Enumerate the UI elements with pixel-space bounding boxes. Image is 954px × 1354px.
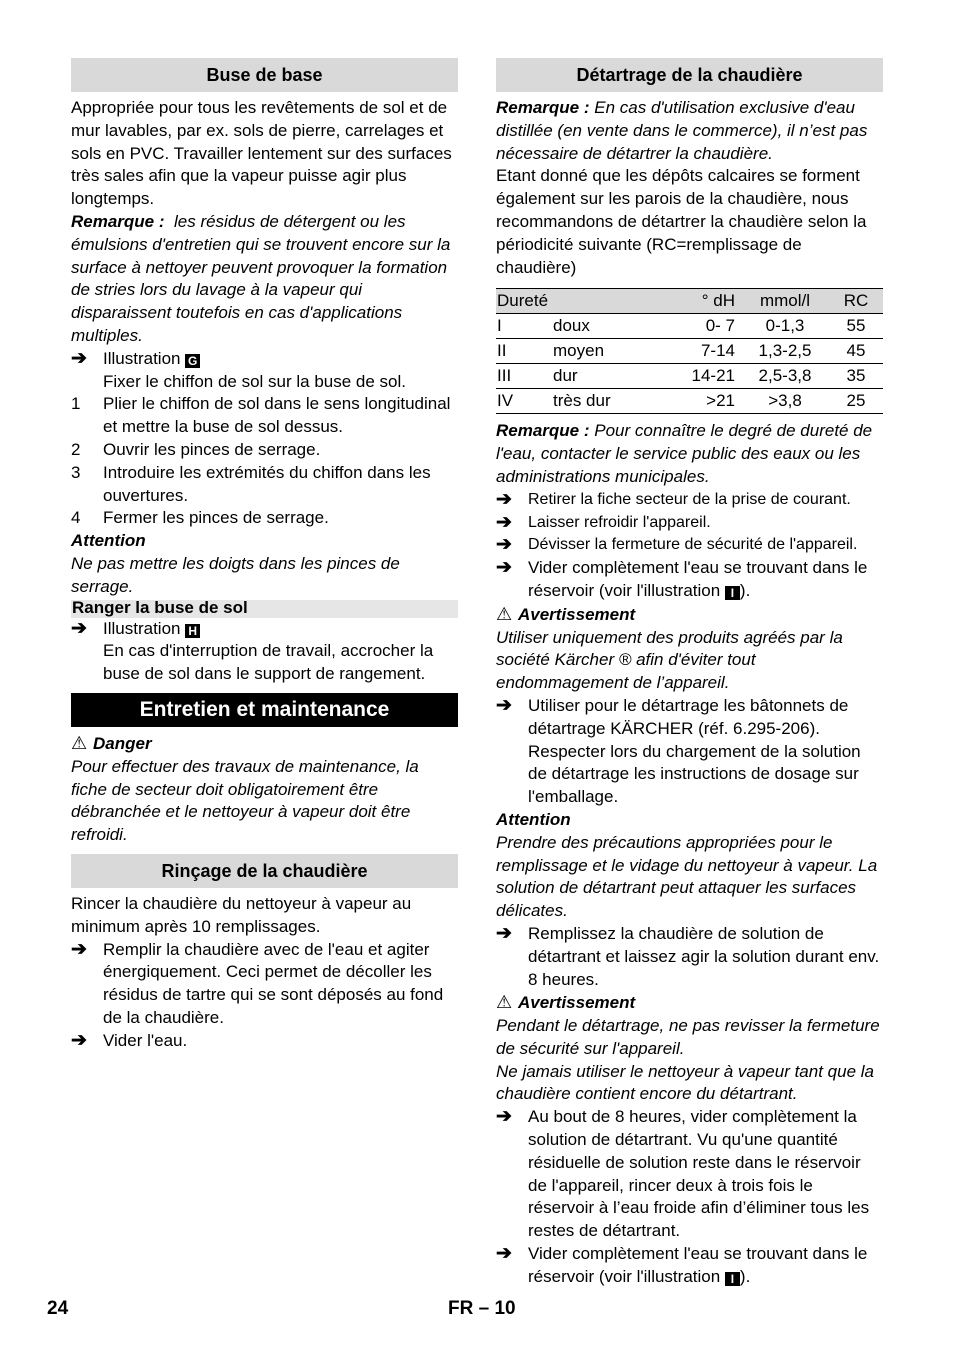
bullet-item — [496, 923, 883, 991]
bullet-item — [71, 939, 458, 1030]
bullet-text: Remplissez la chaudière de solution de détartrant et laissez agir la solution durant env. 8 heures. — [528, 923, 880, 989]
attention-label: Attention — [496, 809, 571, 829]
column-header-dh: ° dH — [663, 289, 741, 314]
danger-heading — [71, 732, 458, 756]
column-header-rc: RC — [829, 289, 883, 314]
arrow-right-icon: ➔ — [496, 488, 512, 510]
illustration-g-row — [71, 348, 458, 394]
attention-text: Ne pas mettre les doigts dans les pinces de serrage. — [71, 553, 400, 596]
table-cell: 14-21 — [663, 364, 741, 389]
right-column — [496, 58, 883, 1289]
table-cell: >3,8 — [741, 389, 829, 414]
arrow-right-icon: ➔ — [496, 534, 512, 556]
bullet-item — [496, 1243, 883, 1289]
ranger-text: En cas d'interruption de travail, accrocher la buse de sol dans le support de rangement. — [103, 641, 434, 684]
bullet-text: Retirer la fiche secteur de la prise de courant. — [528, 490, 851, 508]
step-number: 2 — [71, 439, 81, 459]
arrow-right-icon: ➔ — [71, 938, 87, 960]
illustration-h-icon: H — [185, 624, 200, 638]
danger-label: Danger — [93, 733, 152, 753]
arrow-right-icon: ➔ — [496, 694, 512, 716]
danger-text: Pour effectuer des travaux de maintenance, la fiche de secteur doit obligatoirement être débranchée et le nettoyeur à vapeur doit être refroidi. — [71, 756, 419, 845]
heading-rincage: Rinçage de la chaudière — [71, 854, 458, 888]
remark-distillee — [496, 97, 883, 165]
illustration-label: Illustration — [103, 618, 181, 638]
heading-entretien: Entretien et maintenance — [71, 693, 458, 727]
table-header-row — [496, 289, 883, 314]
table-cell: 55 — [829, 314, 883, 339]
bullet-text: Au bout de 8 heures, vider complètement la solution de détartrant. Vu qu'une quantité résiduelle de solution reste dans le réservoir de l'appareil, rincer deux à trois fois le réservoir à l’eau froide afin d’éliminer tous les restes de détartrant. — [528, 1107, 870, 1241]
remark-buse — [71, 211, 458, 348]
fix-text: Fixer le chiffon de sol sur la buse de sol. — [103, 371, 407, 391]
attention-text: Prendre des précautions appropriées pour le remplissage et le vidage du nettoyeur à vapeur. La solution de détartrant peut attaquer les surfaces délicates. — [496, 832, 878, 921]
table-cell: 7-14 — [663, 339, 741, 364]
page-number: 24 — [47, 1298, 69, 1319]
arrow-right-icon: ➔ — [71, 1029, 87, 1051]
table-cell: III — [496, 364, 553, 389]
arrow-right-icon: ➔ — [496, 922, 512, 944]
bullet-text: Remplir la chaudière avec de l'eau et agiter énergiquement. Ceci permet de décoller les résidus de tartre qui se sont déposés au fond de la chaudière. — [103, 939, 444, 1027]
bullet-item — [496, 489, 883, 512]
attention-label: Attention — [71, 531, 146, 551]
arrow-right-icon: ➔ — [71, 617, 87, 639]
table-row — [496, 314, 883, 339]
remark-text: les résidus de détergent ou les émulsions d'entretien qui se trouvent encore sur la surface à nettoyer peuvent provoquer la formation de stries lors du lavage à la vapeur qui disparaissent toutefois en cas d'applications multiples. — [71, 211, 451, 345]
illustration-label: Illustration — [103, 348, 181, 368]
table-cell: II — [496, 339, 553, 364]
table-cell: 45 — [829, 339, 883, 364]
bullet-item — [496, 1106, 883, 1243]
step-number: 3 — [71, 462, 81, 482]
step-text: Ouvrir les pinces de serrage. — [103, 439, 321, 459]
remark-text: Pour connaître le degré de dureté de l'eau, contacter le service public des eaux ou les administrations municipales. — [496, 421, 873, 486]
remark-label: Remarque : — [496, 421, 590, 441]
paragraph-buse: Appropriée pour tous les revêtements de sol et de mur lavables, par ex. sols de pierre, carrelages et sols en PVC. Travailler lentement sur des surfaces très sales afin que la vapeur puisse agir plus longtemps. — [71, 98, 452, 209]
step-item — [71, 439, 458, 462]
table-cell: >21 — [663, 389, 741, 414]
column-header-mmol: mmol/l — [741, 289, 829, 314]
table-cell: 1,3-2,5 — [741, 339, 829, 364]
step-text: Plier le chiffon de sol dans le sens longitudinal et mettre la buse de sol dessus. — [103, 394, 451, 437]
step-item — [71, 507, 458, 530]
avertissement-text: Utiliser uniquement des produits agréés par la société Kärcher ® afin d'éviter tout endommagement de l’appareil. — [496, 627, 843, 693]
bullet-item — [71, 1030, 458, 1053]
bullet-text: Vider l'eau. — [103, 1030, 188, 1050]
table-cell: très dur — [553, 389, 663, 414]
table-cell: I — [496, 314, 553, 339]
remark-label: Remarque : — [71, 211, 165, 231]
heading-detartrage: Détartrage de la chaudière — [496, 58, 883, 92]
bullet-text: Vider complètement l'eau se trouvant dans le réservoir (voir l'illustration — [528, 558, 868, 600]
bullet-item — [496, 534, 883, 557]
heading-ranger-buse: Ranger la buse de sol — [71, 600, 458, 618]
step-number: 1 — [71, 394, 81, 414]
bullet-text: Laisser refroidir l'appareil. — [528, 513, 711, 531]
heading-buse-de-base: Buse de base — [71, 58, 458, 92]
arrow-right-icon: ➔ — [496, 557, 512, 579]
table-cell: 35 — [829, 364, 883, 389]
bullet-text-end: ). — [739, 580, 751, 600]
avertissement-heading — [496, 603, 883, 627]
table-row — [496, 339, 883, 364]
table-row — [496, 364, 883, 389]
page-code: FR – 10 — [448, 1298, 516, 1319]
arrow-right-icon: ➔ — [496, 511, 512, 533]
bullet-item — [496, 512, 883, 535]
bullet-text-end: ). — [739, 1266, 751, 1286]
intro-paragraph: Etant donné que les dépôts calcaires se forment également sur les parois de la chaudière, nous recommandons de détartrer la chaudière selon la périodicité suivante (RC=remplissage de chaudière) — [496, 166, 867, 277]
step-text: Fermer les pinces de serrage. — [103, 508, 329, 528]
bullet-item — [496, 557, 883, 603]
warning-triangle-icon: ⚠ — [496, 992, 513, 1013]
avertissement-text: Pendant le détartrage, ne pas revisser la fermeture de sécurité sur l'appareil. — [496, 1016, 880, 1058]
table-cell: IV — [496, 389, 553, 414]
rincage-paragraph: Rincer la chaudière du nettoyeur à vapeur au minimum après 10 remplissages. — [71, 893, 412, 936]
illustration-g-icon: G — [185, 354, 200, 368]
step-text: Introduire les extrémités du chiffon dans les ouvertures. — [103, 462, 431, 505]
bullet-item — [496, 695, 883, 809]
table-cell: 25 — [829, 389, 883, 414]
table-cell: doux — [553, 314, 663, 339]
warning-triangle-icon: ⚠ — [71, 732, 88, 753]
table-cell: 2,5-3,8 — [741, 364, 829, 389]
bullet-text: Utiliser pour le détartrage les bâtonnets de détartrage KÄRCHER (réf. 6.295-206). Respecter lors du chargement de la solution de détartrage les instructions de dosage sur l'emballage. — [528, 695, 861, 807]
remark-label: Remarque : — [496, 98, 590, 117]
remark-text: En cas d'utilisation exclusive d'eau distillée (en vente dans le commerce), il n’est pas nécessaire de détartrer la chaudière. — [496, 98, 868, 163]
step-number: 4 — [71, 508, 81, 528]
arrow-right-icon: ➔ — [496, 1243, 512, 1265]
illustration-i-icon: I — [725, 1272, 740, 1286]
warning-triangle-icon: ⚠ — [496, 603, 513, 624]
column-header-durete: Dureté — [496, 289, 663, 314]
table-cell: moyen — [553, 339, 663, 364]
avertissement-heading — [496, 991, 883, 1015]
illustration-i-icon: I — [725, 586, 740, 600]
step-item — [71, 462, 458, 508]
table-cell: 0-1,3 — [741, 314, 829, 339]
arrow-right-icon: ➔ — [71, 347, 87, 369]
left-column — [71, 58, 458, 1052]
bullet-text: Dévisser la fermeture de sécurité de l'appareil. — [528, 536, 858, 554]
avertissement-label: Avertissement — [518, 993, 636, 1013]
table-cell: dur — [553, 364, 663, 389]
table-cell: 0- 7 — [663, 314, 741, 339]
table-row — [496, 389, 883, 414]
bullet-text: Vider complètement l'eau se trouvant dans le réservoir (voir l'illustration — [528, 1244, 868, 1286]
avertissement-label: Avertissement — [518, 604, 636, 624]
hardness-table — [496, 288, 883, 414]
step-item — [71, 393, 458, 439]
avertissement-text: Ne jamais utiliser le nettoyeur à vapeur tant que la chaudière contient encore du détartrant. — [496, 1061, 874, 1104]
illustration-h-row — [71, 618, 458, 686]
arrow-right-icon: ➔ — [496, 1106, 512, 1128]
remark-durete — [496, 420, 883, 488]
